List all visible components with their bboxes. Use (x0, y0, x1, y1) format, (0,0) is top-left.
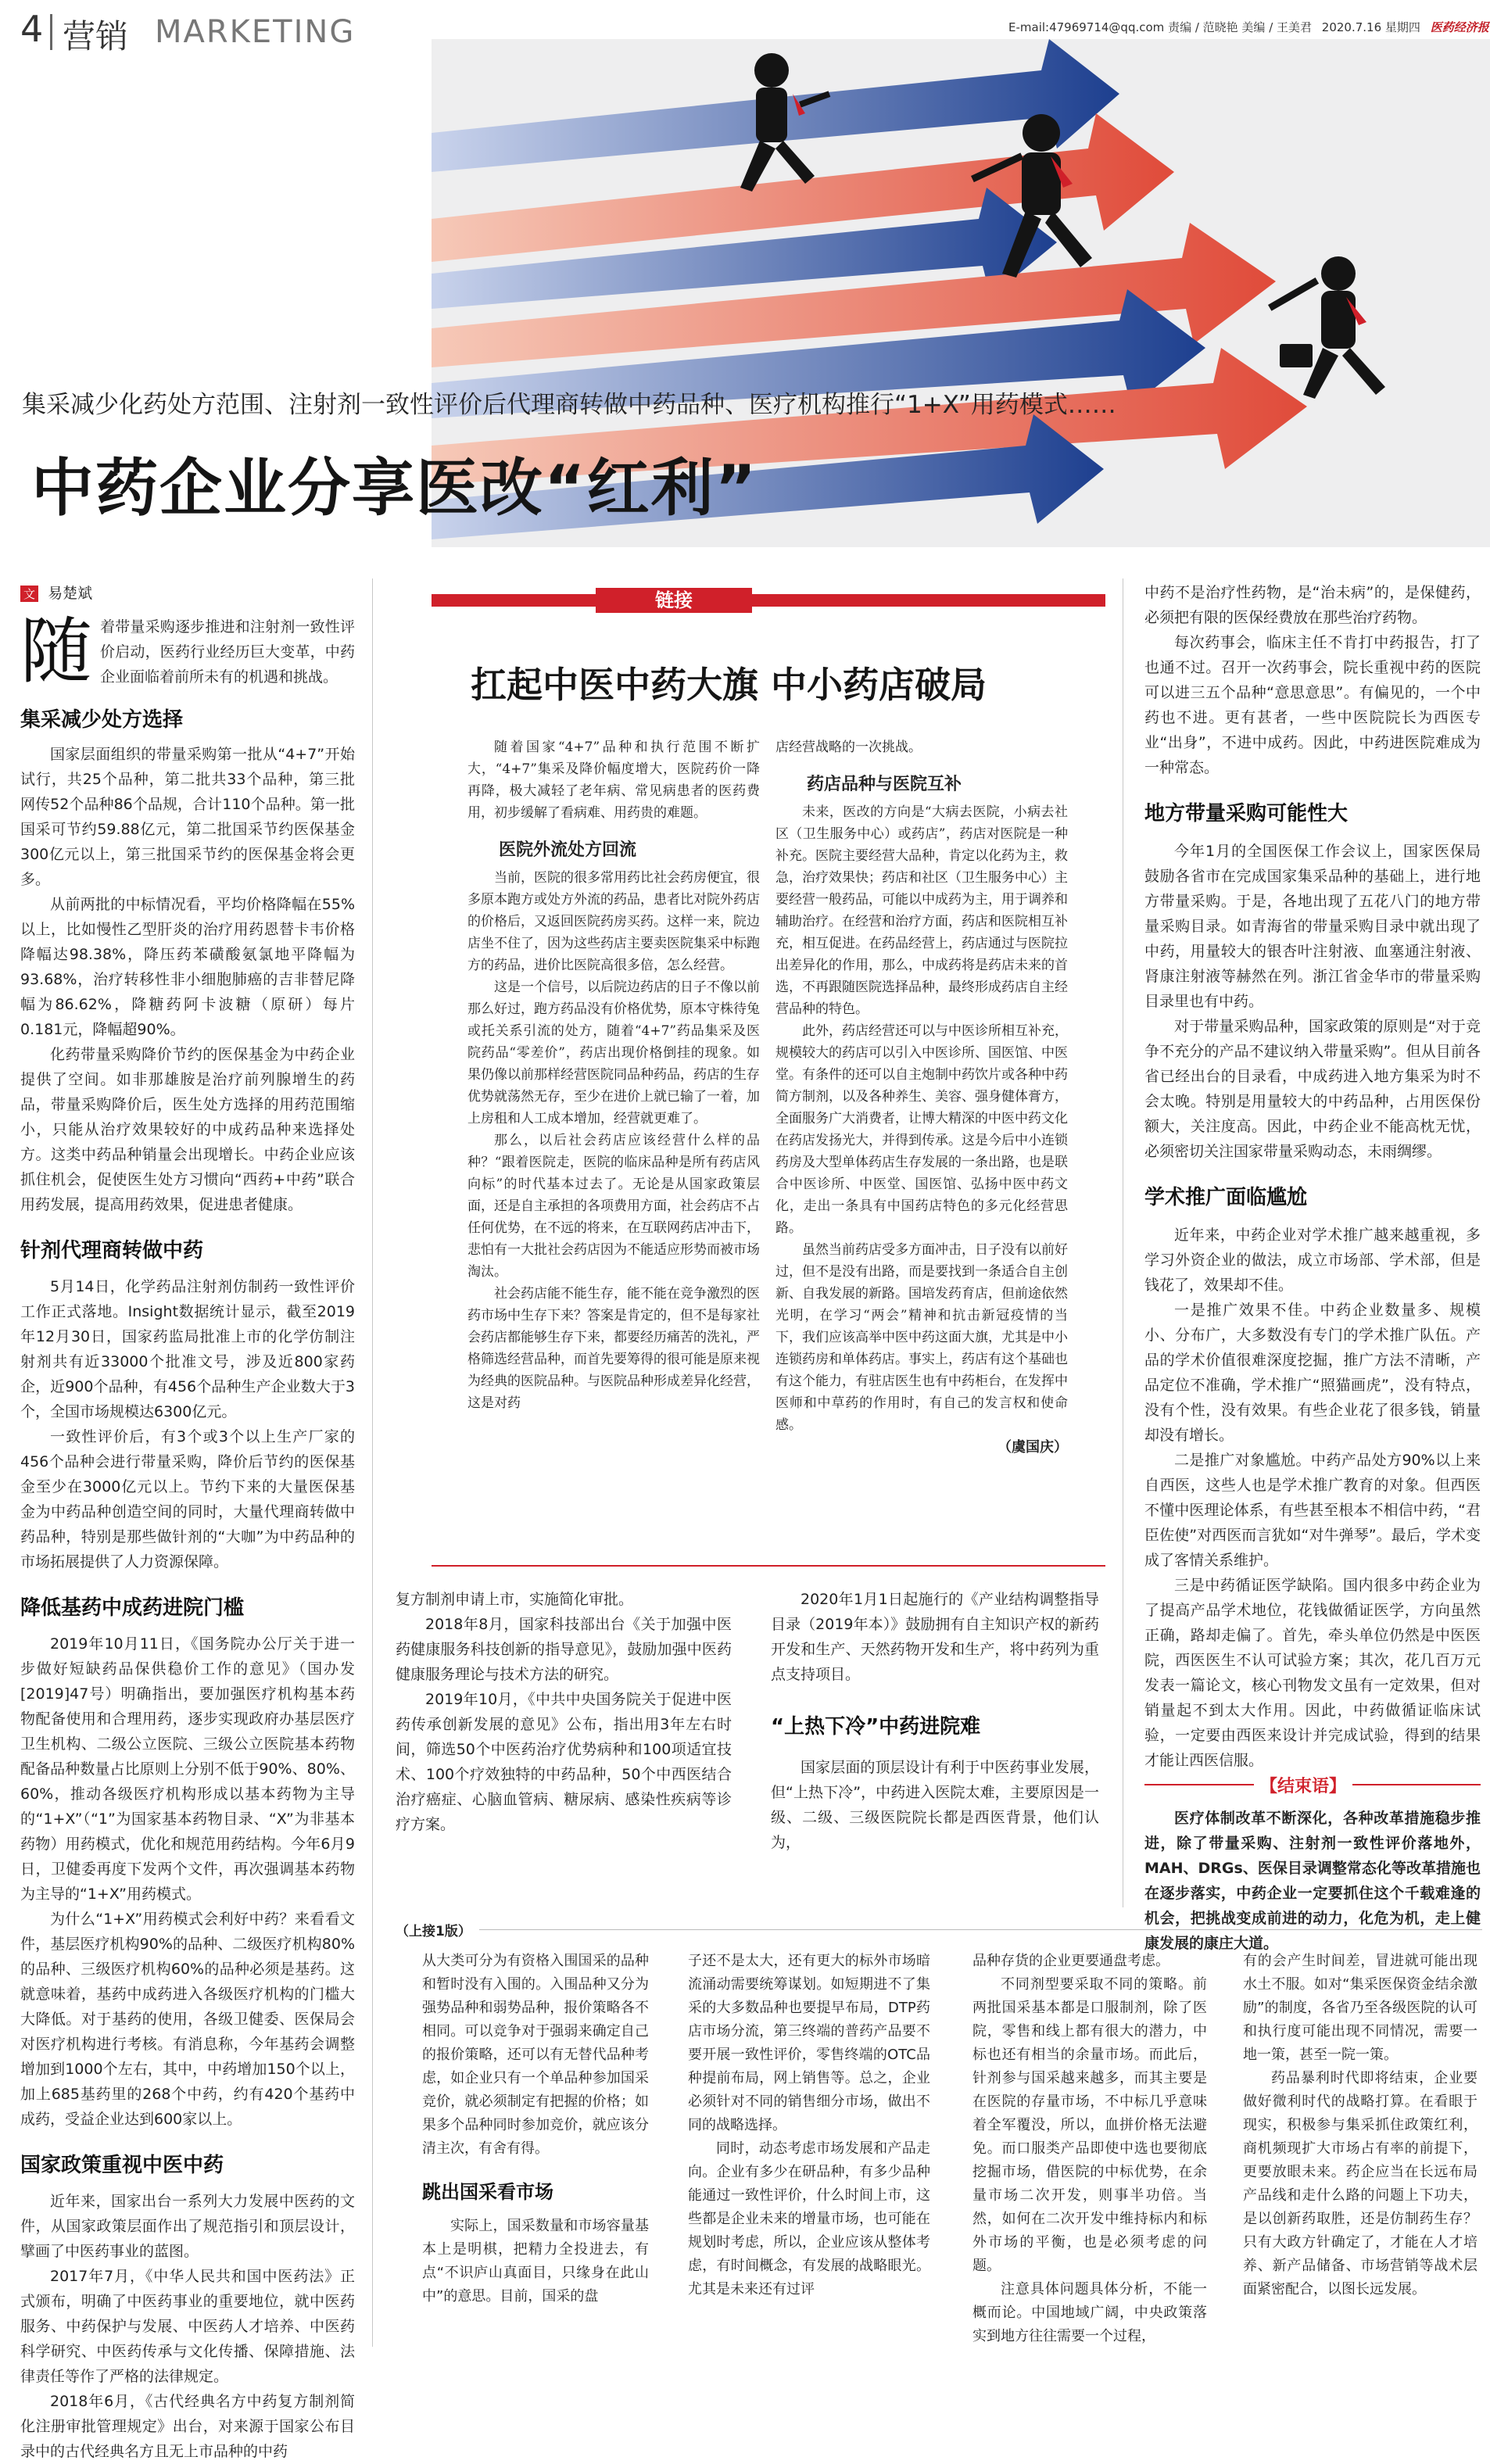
body-paragraph: 今年1月的全国医保工作会议上，国家医保局鼓励各省市在完成国家集采品种的基础上，进行地方带量采购。于是，各地出现了五花八门的地方带量采购目录。如青海省的带量采购目录中就出现了中药，用量较大的银杏叶注射液、血塞通注射液、肾康注射液等赫然在列。浙江省金华市的带量采购目录里也有中药。 (1144, 843, 1481, 1010)
body-paragraph: 近年来，中药企业对学术推广越来越重视，多学习外资企业的做法，成立市场部、学术部，但是钱花了，效果却不佳。 (1144, 1227, 1481, 1294)
byline (20, 582, 92, 603)
body-paragraph: 不同剂型要采取不同的策略。前两批国采基本都是口服制剂，除了医院，零售和线上都有很大的潜力，中标也还有相当的余量市场。而此后，针剂参与国采越来越多，而其主要是在医院的存量市场，不中标几乎意味着全军覆没，所以，血拼价格无法避免。而口服类产品即使中选也要彻底挖掘市场，借医院的中标优势，在余量市场二次开发，则事半功倍。当然，如何在二次开发中维持标内和标外市场的平衡，也是必须考虑的问题。 (972, 1976, 1207, 2274)
body-paragraph: 2019年10月11日，《国务院办公厅关于进一步做好短缺药品保供稳价工作的意见》（国办发[2019]47号）明确指出，要加强医疗机构基本药物配备使用和合理用药，逐步实现政府办基层医疗卫生机构、二级公立医院、三级公立医院基本药物配备品种数量占比原则上分别不低于90%、80%、60%，推动各级医疗机构形成以基本药物为主导的“1+X”（“1”为国家基本药物目录、“X”为非基本药物）用药模式，优化和规范用药结构。今年6月9日，卫健委再度下发两个文件，再次强调基本药物为主导的“1+X”用药模式。 (20, 1635, 355, 1903)
header-divider (50, 14, 52, 50)
section-heading: 学术推广面临尴尬 (1144, 1186, 1308, 1209)
paper-name: 医药经济报 (1430, 20, 1489, 34)
continued-band-rule (396, 1929, 1482, 1930)
body-paragraph: 有的会产生时间差，冒进就可能出现水土不服。如对“集采医保资金结余激励”的制度，各省乃至各级医院的认可和执行度可能出现不同情况，需要一地一策，甚至一院一策。 (1243, 1953, 1477, 2063)
email: E-mail:47969714@qq.com (1008, 20, 1165, 34)
body-paragraph: 为什么“1+X”用药模式会利好中药？来看看文件，基层医疗机构90%的品种、二级医疗机构80%的品种、三级医疗机构60%的品种必须是基药。这就意味着，基药中成药进入各级医疗机构的门槛大大降低。对于基药的使用，各级卫健委、医保局会对医疗机构进行考核。有消息称，今年基药会调整增加到1000个左右，其中，中药增加150个以上，加上685基药里的268个中药，约有420个基药中成药，受益企业达到600家以上。 (20, 1911, 355, 2128)
intro-text: 着带量采购逐步推进和注射剂一致性评价启动，医药行业经历巨大变革，中药企业面临着前所未有的机遇和挑战。 (100, 618, 355, 686)
body-paragraph: 2018年8月，国家科技部出台《关于加强中医药健康服务科技创新的指导意见》，鼓励加强中医药健康服务理论与技术方法的研究。 (396, 1616, 732, 1683)
body-paragraph: 一是推广效果不佳。中药企业数量多、规模小、分布广，大多数没有专门的学术推广队伍。产品的学术价值很难深度挖掘，推广方法不清晰，产品定位不准确，学术推广“照猫画虎”，没有特点，没有个性，没有效果。有些企业花了很多钱，销量却没有增长。 (1144, 1302, 1481, 1444)
sidebar-paragraph: 随着国家“4+7”品种和执行范围不断扩大，“4+7”集采及降价幅度增大，医院药价一降再降，极大减轻了老年病、常见病患者的医药费用，初步缓解了看病难、用药贵的难题。 (467, 740, 760, 821)
section-heading: 地方带量采购可能性大 (1144, 802, 1349, 826)
hero-title: 中药企业分享医改“红利” (31, 452, 758, 525)
left-column (20, 610, 355, 2464)
conclusion-tag: 【结束语】 (1254, 1773, 1352, 1797)
sidebar-heading: 药店品种与医院互补 (807, 775, 962, 794)
sidebar-box (432, 588, 1105, 1574)
sidebar-tag: 链接 (596, 588, 752, 613)
continued-col-4 (1243, 1950, 1477, 2301)
body-paragraph: 国家层面的顶层设计有利于中医药事业发展，但“上热下冷”，中药进入医院太难，主要原因是一级、二级、三级医院院长都是西医背景，他们认为， (771, 1759, 1099, 1851)
body-paragraph: 近年来，国家出台一系列大力发展中医药的文件，从国家政策层面作出了规范指引和顶层设计，擘画了中医药事业的蓝图。 (20, 2193, 355, 2260)
sidebar-paragraph: 那么，以后社会药店应该经营什么样的品种？“跟着医院走，医院的临床品种是所有药店风向标”的时代基本过去了。无论是从国家政策层面，还是自主承担的各项费用方面，社会药店不占任何优势，在不远的将来，在互联网药店冲击下，悲怕有一大批社会药店因为不能适应形势而被市场淘汰。 (467, 1133, 760, 1280)
sidebar-heading: 医院外流处方回流 (499, 840, 637, 860)
section-heading: 国家政策重视中医中药 (20, 2154, 224, 2177)
body-paragraph: 2017年7月，《中华人民共和国中医药法》正式颁布，明确了中医药事业的重要地位，就中医药服务、中药保护与发展、中医药人才培养、中医药科学研究、中医药传承与文化传播、保障措施、法律责任等作了严格的法律规定。 (20, 2268, 355, 2385)
sidebar-col-1 (467, 736, 760, 1414)
body-paragraph: 2019年10月，《中共中央国务院关于促进中医药传承创新发展的意见》公布，指出用3年左右时间，筛选50个中医药治疗优势病种和100项适宜技术、100个疗效独特的中药品种，50个中西医结合治疗癌症、心脑血管病、糖尿病、感染性疾病等诊疗方案。 (396, 1691, 732, 1833)
section-heading: 跳出国采看市场 (422, 2181, 553, 2203)
body-paragraph: 2020年1月1日起施行的《产业结构调整指导目录（2019年本）》鼓励拥有自主知识产权的新药开发和生产、天然药物开发和生产，将中药列为重点支持项目。 (771, 1591, 1099, 1683)
sidebar-bottom-rule (432, 1565, 1105, 1567)
header-meta (1008, 19, 1489, 35)
sidebar-paragraph: 虽然当前药店受多方面冲击，日子没有以前好过，但不是没有出路，而是要找到一条适合自主创新、自我发展的新路。国培发药育店，但前途依然光明，在学习“两会”精神和抗击新冠疫情的当下，我们应该高举中医中药这面大旗，尤其是中小连锁药房和单体药店。事实上，药店有这个基础也有这个能力，有驻店医生也有中药柜台，在发挥中医师和中草药的作用时，有自己的发言权和使命感。 (775, 1242, 1068, 1433)
right-column (1144, 580, 1481, 1956)
business-figure-bottom (1268, 256, 1385, 399)
sidebar-topbar (432, 594, 1105, 607)
sidebar-paragraph: 这是一个信号，以后院边药店的日子不像以前那么好过，跑方药品没有价格优势，原本守株待兔或托关系引流的处方，随着“4+7”药品集采及医院药品“零差价”，药店出现价格倒挂的现象。如果仍像以前那样经营医院同品种药品，药店的生存优势就荡然无存，至少在进价上就已输了一着，加上房租和人工成本增加，经营就更难了。 (467, 980, 760, 1126)
intro-block (20, 610, 355, 693)
body-paragraph: 从大类可分为有资格入围国采的品种和暂时没有入围的。入围品种又分为强势品种和弱势品种，报价策略各不相同。可以竞争对于强弱来确定自己的报价策略，还可以有无替代品种考虑，如企业只有一个单品种参加国采竞价，就必须制定有把握的价格；如果多个品种同时参加竞价，就应该分清主次，有舍有得。 (422, 1953, 649, 2157)
conclusion-text: 医疗体制改革不断深化，各种改革措施稳步推进，除了带量采购、注射剂一致性评价落地外，MAH、DRGs、医保目录调整常态化等改革措施也在逐步落实，中药企业一定要抓住这个千载难逢的机会，把挑战变成前进的动力，化危为机，走上健康发展的康庄大道。 (1144, 1810, 1481, 1952)
body-paragraph: 子还不是太大，还有更大的标外市场暗流涌动需要统筹谋划。如短期进不了集采的大多数品种也要提早布局，DTP药店市场分流，第三终端的普药产品要不要开展一致性评价，零售终端的OTC品种提前布局，网上销售等。总之，企业必须针对不同的销售细分市场，做出不同的战略选择。 (688, 1953, 930, 2133)
body-paragraph: 三是中药循证医学缺陷。国内很多中药企业为了提高产品学术地位，花钱做循证医学，方向虽然正确，路却走偏了。首先，牵头单位仍然是中医医院，西医医生不认可试验方案；其次，花几百万元发表一篇论文，核心刊物发文虽有一定效果，但对销量起不到太大作用。因此，中药做循证临床试验，一定要由西医来设计并完成试验，得到的结果才能让西医信服。 (1144, 1577, 1481, 1769)
center-lower-left (396, 1587, 732, 1837)
body-paragraph: 每次药事会，临床主任不肯打中药报告，打了也通不过。召开一次药事会，院长重视中药的医院可以进三五个品种“意思意思”。有偏见的，一个中药也不进。更有甚者，一些中医院院长为西医专业“出身”，不进中成药。因此，中药进医院难成为一种常态。 (1144, 634, 1481, 776)
sidebar-paragraph: 此外，药店经营还可以与中医诊所相互补充，规模较大的药店可以引入中医诊所、国医馆、中医堂。有条件的还可以自主炮制中药饮片或各种中药简方制剂，以及各种养生、美容、强身健体膏方，全面服务广大消费者，让博大精深的中医中药文化在药店发扬光大，并得到传承。这是今后中小连锁药房及大型单体药店生存发展的一条出路，也是联合中医诊所、中医堂、国医馆、弘扬中医中药文化，走出一条具有中国药店特色的多元化经营思路。 (775, 1023, 1068, 1236)
body-paragraph: 从前两批的中标情况看，平均价格降幅在55%以上，比如慢性乙型肝炎的治疗用药恩替卡韦价格降幅达98.38%，降压药苯磺酸氨氯地平降幅为93.68%，治疗转移性非小细胞肺癌的吉非替尼降幅为86.62%，降糖药阿卡波糖（原研）每片0.181元，降幅超90%。 (20, 896, 355, 1038)
byline-author: 易楚斌 (48, 585, 93, 602)
body-paragraph: 注意具体问题具体分析，不能一概而论。中国地域广阔，中央政策落实到地方往往需要一个过程， (972, 2281, 1207, 2344)
byline-badge: 文 (20, 586, 38, 602)
sidebar-paragraph: 社会药店能不能生存，能不能在竞争激烈的医药市场中生存下来？答案是肯定的，但不是每家社会药店都能够生存下来，都要经历痛苦的洗礼，严格筛选经营品种，而首先要筹得的很可能是原来视为经典的医院品种。与医院品种形成差异化经营，这是对药 (467, 1286, 760, 1411)
body-paragraph: 一致性评价后，有3个或3个以上生产厂家的456个品种会进行带量采购，降价后节约的医保基金至少在3000亿元以上。节约下来的大量医保基金为中药品种创造空间的同时，大量代理商转做中药品种，特别是那些做针剂的“大咖”为中药品种的市场拓展提供了人力资源保障。 (20, 1428, 355, 1570)
continued-tag: （上接1版） (396, 1920, 479, 1939)
body-paragraph: 对于带量采购品种，国家政策的原则是“对于竞争不充分的产品不建议纳入带量采购”。但从目前各省已经出台的目录看，中成药进入地方集采为时不会太晚。特别是用量较大的中药品种，占用医保份额大，关注度高。因此，中药企业不能高枕无忧，必须密切关注国家带量采购动态，未雨绸缪。 (1144, 1018, 1481, 1160)
center-lower-right (771, 1587, 1099, 1855)
body-paragraph: 中药不是治疗性药物，是“治未病”的，是保健药，必须把有限的医保经费放在那些治疗药物。 (1144, 584, 1481, 626)
section-heading: 针剂代理商转做中药 (20, 1239, 204, 1262)
section-heading: 降低基药中成药进院门槛 (20, 1596, 245, 1620)
continued-col-1 (422, 1950, 649, 2308)
page-number: 4 (20, 8, 44, 50)
hero-subtitle: 集采减少化药处方范围、注射剂一致性评价后代理商转做中药品种、医疗机构推行“1+X”用药模式…… (22, 391, 1116, 419)
sidebar-paragraph: 未来，医改的方向是“大病去医院，小病去社区（卫生服务中心）或药店”，药店对医院是一种补充。医院主要经营大品种，肯定以化药为主，救急，治疗效果快；药店和社区（卫生服务中心）主要经营一般药品，可能以中成药为主，用于调养和辅助治疗。在经营和治疗方面，药店和医院相互补充，相互促进。在药品经营上，药店通过与医院拉出差异化的作用，那么，中成药将是药店未来的首选，不再跟随医院选择品种，最终形成药店自主经营品种的特色。 (775, 804, 1068, 1017)
body-paragraph: 二是推广对象尴尬。中药产品处方90%以上来自西医，这些人也是学术推广教育的对象。但西医不懂中医理论体系，有些甚至根本不相信中药，“君臣佐使”对西医而言犹如“对牛弹琴”。最后，学术变成了客情关系维护。 (1144, 1452, 1481, 1569)
sidebar-paragraph: 店经营战略的一次挑战。 (775, 740, 922, 755)
sidebar-paragraph: 当前，医院的很多常用药比社会药房便宜，很多原本跑方或处方外流的药品，患者比对院外药店的价格后，又返回医院药房买药。这样一来，院边店坐不住了，因为这些药店主要卖医院集采中标跑方的药品，进价比医院高很多倍，怎么经营。 (467, 870, 760, 973)
conclusion-box (1144, 1777, 1481, 1956)
section-name-en: MARKETING (155, 14, 356, 50)
body-paragraph: 同时，动态考虑市场发展和产品走向。企业有多少在研品种，有多少品种能通过一致性评价，什么时间上市，这些都是企业未来的增量市场，也可能在规划时考虑，所以，企业应该从整体考虑，有时间概念，有发展的战略眼光。尤其是未来还有过评 (688, 2140, 930, 2297)
body-paragraph: 国家层面组织的带量采购第一批从“4+7”开始试行，共25个品种，第二批共33个品种，第三批网传52个品种86个品规，合计110个品种。第一批国采可节约59.88亿元，第二批国采节约医保基金300亿元以上，第三批国采节约的医保基金将会更多。 (20, 746, 355, 888)
column-rule (372, 578, 373, 2347)
body-paragraph: 实际上，国采数量和市场容量基本上是明棋，把精力全投进去，有点“不识庐山真面目，只缘身在此山中”的意思。目前，国采的盘 (422, 2218, 649, 2305)
body-paragraph: 药品暴利时代即将结束，企业要做好微利时代的战略打算。在看眼于现实，积极参与集采抓住政策红利，商机频现扩大市场占有率的前提下，更要放眼未来。药企应当在长远布局产品线和走什么路的问题上下功夫，是以创新药取胜，还是仿制药生存？只有大政方针确定了，才能在人才培养、新产品储备、市场营销等战术层面紧密配合，以图长远发展。 (1243, 2070, 1477, 2297)
body-paragraph: 5月14日，化学药品注射剂仿制药一致性评价工作正式落地。Insight数据统计显示，截至2019年12月30日，国家药监局批准上市的化学仿制注射剂共有近33000个批准文号，涉及近800家药企，近900个品种，有456个品种生产企业数大于3个，全国市场规模达6300亿元。 (20, 1278, 355, 1420)
sidebar-title: 扛起中医中药大旗 中小药店破局 (471, 664, 987, 706)
continued-col-3 (972, 1950, 1207, 2348)
date: 2020.7.16 星期四 (1321, 20, 1420, 34)
body-paragraph: 化药带量采购降价节约的医保基金为中药企业提供了空间。如非那雄胺是治疗前列腺增生的药品，带量采购降价后，医生处方选择的用药范围缩小，只能从治疗效果较好的中成药品种来选择处方。这类中药品种销量会出现增长。中药企业应该抓住机会，促使医生处方习惯向“西药+中药”联合用药发展，提高用药效果，促进患者健康。 (20, 1046, 355, 1213)
sidebar-col-2 (775, 736, 1068, 1456)
body-paragraph: 复方制剂申请上市，实施简化审批。 (396, 1591, 634, 1608)
body-paragraph: 2018年6月，《古代经典名方中药复方制剂简化注册审批管理规定》出台，对来源于国家公布目录中的古代经典名方且无上市品种的中药 (20, 2393, 355, 2460)
section-heading: 集采减少处方选择 (20, 708, 184, 732)
sidebar-signature: （虞国庆） (998, 1439, 1068, 1456)
section-name: 营销 (63, 17, 129, 56)
section-heading: “上热下冷”中药进院难 (771, 1715, 981, 1739)
editor-line: 责编 / 范晓艳 美编 / 王美君 (1168, 20, 1313, 34)
body-paragraph: 品种存货的企业更要通盘考虑。 (972, 1953, 1169, 1969)
drop-cap: 随 (20, 610, 93, 693)
continued-col-2 (688, 1950, 930, 2301)
